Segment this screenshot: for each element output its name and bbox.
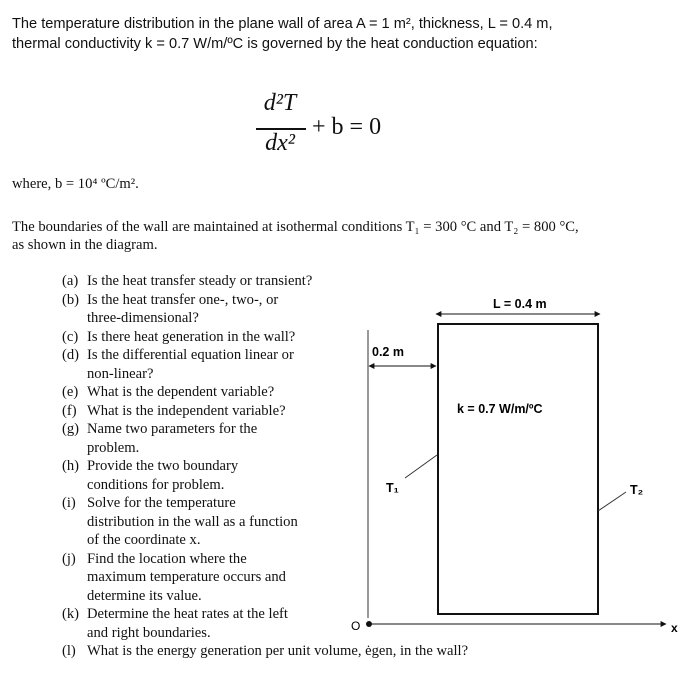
question-line: non-linear? (87, 365, 154, 382)
question-line: Provide the two boundary (87, 458, 239, 474)
question-line: What is the independent variable? (87, 402, 286, 419)
question-label: (l) (62, 643, 76, 659)
length-label: L = 0.4 m (493, 297, 547, 311)
question-line: Is the heat transfer steady or transient? (87, 273, 313, 289)
t2-label: T₂ (630, 483, 644, 497)
question-label: (h) (62, 458, 80, 474)
question-line: Solve for the temperature (87, 495, 236, 511)
equation-numerator: d²T (263, 90, 297, 116)
question-line: maximum temperature occurs and (87, 569, 286, 585)
intro-line-1: The temperature distribution in the plane wall of area A = 1 m², thickness, L = 0.4 m, (12, 16, 553, 32)
question-line: Is there heat generation in the wall? (87, 328, 296, 345)
where-line: where, b = 10⁴ ºC/m². (12, 176, 139, 192)
t1-leader-line (405, 455, 437, 478)
question-line: Determine the heat rates at the left (87, 606, 288, 622)
t1-label: T₁ (386, 481, 399, 495)
question-label: (f) (62, 402, 77, 419)
conductivity-label: k = 0.7 W/m/ºC (457, 402, 543, 416)
question-line: Is the differential equation linear or (87, 347, 294, 363)
question-line: distribution in the wall as a function (87, 513, 298, 530)
equation-rest: + b = 0 (312, 114, 382, 140)
question-line: What is the energy generation per unit volume, ėgen, in the wall? (87, 643, 469, 659)
boundary-line-2: as shown in the diagram. (12, 237, 158, 253)
question-label: (d) (62, 347, 80, 363)
question-label: (j) (62, 550, 76, 567)
question-line: three-dimensional? (87, 310, 199, 326)
question-line: Name two parameters for the (87, 421, 258, 437)
question-label: (c) (62, 328, 79, 345)
question-line: What is the dependent variable? (87, 384, 275, 400)
boundary-line-1: The boundaries of the wall are maintained at isothermal conditions T₁ = 300 °C and T₂ = 800 °C, (12, 219, 579, 235)
question-label: (i) (62, 495, 76, 511)
origin-label: O (351, 619, 361, 633)
question-line: Is the heat transfer one-, two-, or (87, 291, 279, 308)
intro-line-2: thermal conductivity k = 0.7 W/m/ºC is governed by the heat conduction equation: (12, 36, 538, 52)
t2-leader-line (598, 492, 626, 511)
question-line: of the coordinate x. (87, 532, 201, 548)
question-line: problem. (87, 439, 140, 456)
question-label: (a) (62, 273, 79, 289)
origin-dot (366, 621, 372, 627)
offset-label: 0.2 m (372, 345, 404, 359)
wall-rectangle (438, 324, 598, 614)
question-label: (b) (62, 291, 80, 308)
question-label: (e) (62, 384, 79, 400)
question-label: (g) (62, 421, 80, 437)
question-label: (k) (62, 606, 80, 622)
question-line: conditions for problem. (87, 476, 225, 493)
question-line: Find the location where the (87, 550, 247, 567)
x-axis-label: x (671, 621, 678, 635)
question-line: determine its value. (87, 587, 202, 604)
equation-denominator: dx² (265, 130, 295, 156)
question-line: and right boundaries. (87, 624, 211, 641)
